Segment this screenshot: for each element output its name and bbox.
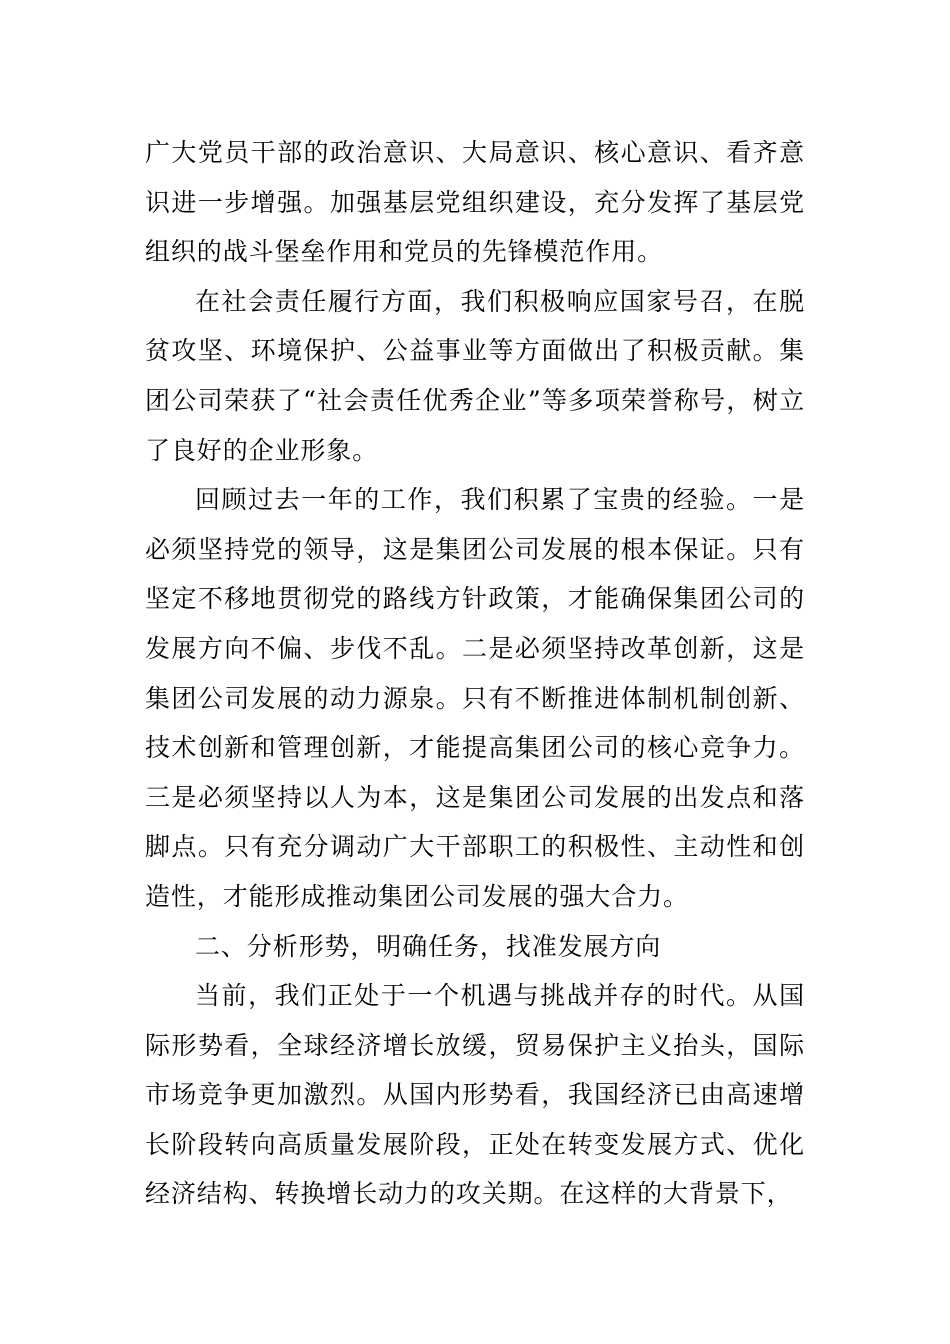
paragraph-experience-review: 回顾过去一年的工作，我们积累了宝贵的经验。一是必须坚持党的领导，这是集团公司发展的根本保证。只有坚定不移地贯彻党的路线方针政策，才能确保集团公司的发展方向不偏、步伐不乱。二是必须坚持改革创新，这是集团公司发展的动力源泉。只有不断推进体制机制创新、技术创新和管理创新，才能提高集团公司的核心竞争力。三是必须坚持以人为本，这是集团公司发展的出发点和落脚点。只有充分调动广大干部职工的积极性、主动性和创造性，才能形成推动集团公司发展的强大合力。 <box>145 485 805 911</box>
section-heading: 二、分析形势，明确任务，找准发展方向 <box>195 931 662 961</box>
paragraph-situation-analysis: 当前，我们正处于一个机遇与挑战并存的时代。从国际形势看，全球经济增长放缓，贸易保护主义抬头，国际市场竞争更加激烈。从国内形势看，我国经济已由高速增长阶段转向高质量发展阶段，正处在转变发展方式、优化经济结构、转换增长动力的攻关期。在这样的大背景下， <box>145 981 805 1209</box>
document-body <box>145 128 805 1219</box>
paragraph-social-responsibility: 在社会责任履行方面，我们积极响应国家号召，在脱贫攻坚、环境保护、公益事业等方面做出了积极贡献。集团公司荣获了“社会责任优秀企业”等多项荣誉称号，树立了良好的企业形象。 <box>145 286 805 465</box>
paragraph-party-awareness: 广大党员干部的政治意识、大局意识、核心意识、看齐意识进一步增强。加强基层党组织建设，充分发挥了基层党组织的战斗堡垒作用和党员的先锋模范作用。 <box>145 138 805 267</box>
